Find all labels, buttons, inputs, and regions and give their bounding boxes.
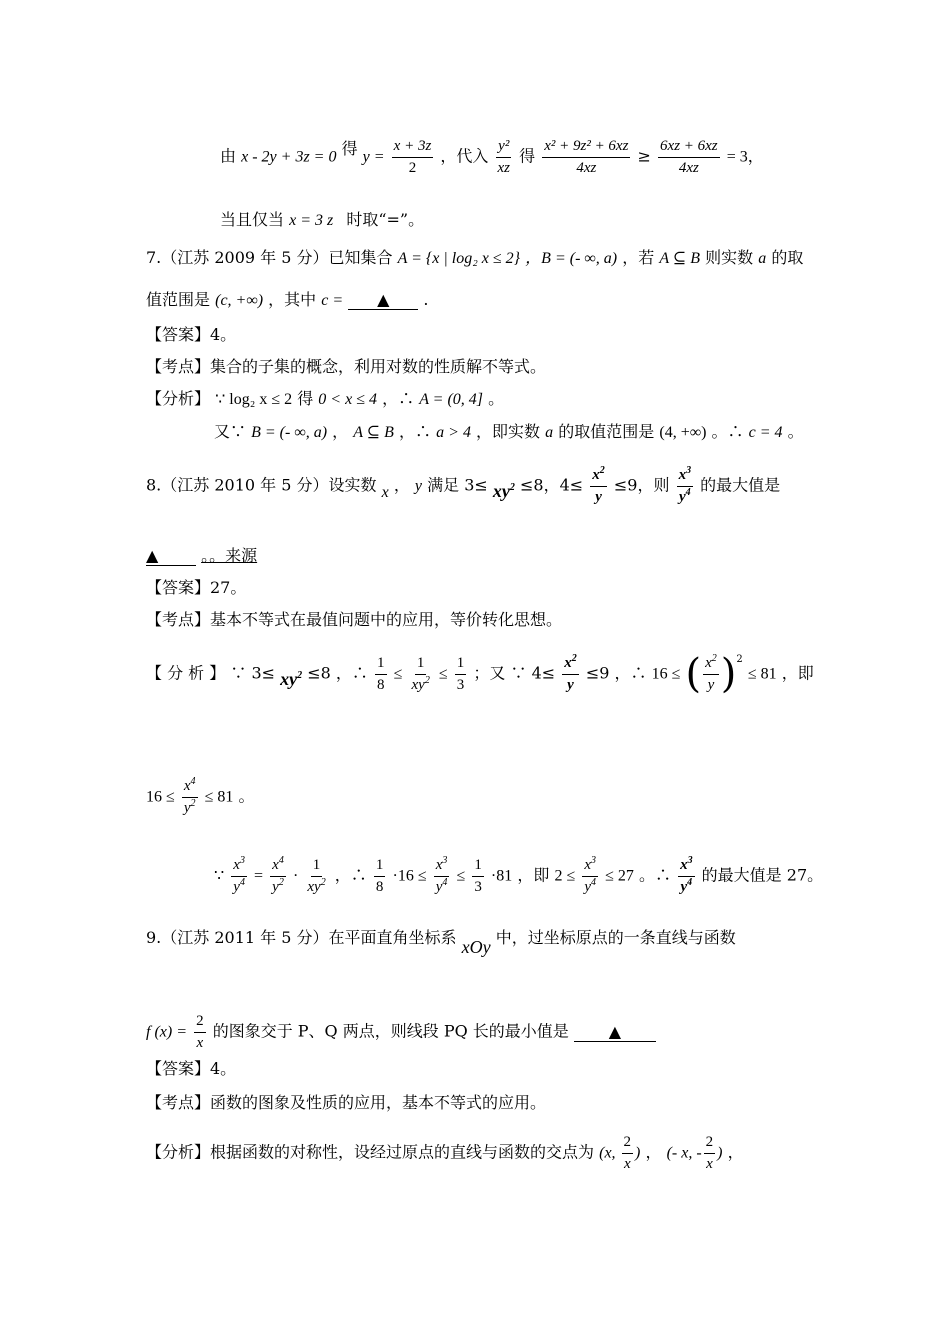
frac-y-num: x + 3z (392, 138, 434, 158)
text-you: 由 (220, 146, 237, 166)
q9-stem-line1: 9.（江苏 2011 年 5 分）在平面直角坐标系 xOy 中，过坐标原点的一条直线与函数 (146, 928, 736, 957)
set-b: ，B = (- ∞, a) (525, 250, 618, 267)
set-a: A = {x | log₂ x ≤ 2} (397, 250, 521, 267)
q8-stem-line2 (146, 546, 257, 566)
q8-analysis-line1: 【 分 析 】 ∵ $3\le xy^2 \le 8$ ，∴ $\frac{1}{8}$ ≤ $\frac{1}{xy^2}$ ≤ $\frac{1}{3}$ ；又 ∵ 4≤ $\frac{x^2}{y}$ ≤9 ，∴ 16 ≤ ( $\frac{x^2}{y}$ )$^2$ ≤ 81 ，即 (146, 651, 814, 697)
frac-expand: $\frac{\text{x² + 9z² + 6xz}}{4xz}$ (544, 138, 629, 176)
frac-bound: $\frac{6xz + 6xz}{4xz}$ (660, 138, 718, 176)
q7-kaodian: 【考点】集合的子集的概念，利用对数的性质解不等式。 (146, 357, 547, 376)
q8-analysis-line2: 16 ≤ $\frac{x^4}{y^2}$ ≤ 81 。 (146, 776, 255, 816)
q8-stem-line1: 8.（江苏 2010 年 5 分）设实数 x ， y 满足 $3\le xy^2 \le 8$，4≤ $\frac{x^2}{y}$ ≤9，则 $\frac{x^3}{y^4}$ 的最大值是 (146, 465, 781, 505)
q7-analysis-line1: 【分析】 ∵ log₂ x ≤ 2 得 0 < x ≤ 4 ，∴ A = (0, 4] 。 (146, 389, 505, 408)
frac-x2-y: $\frac{x^2}{y}$ (592, 465, 605, 505)
q7-answer: 【答案】4。 (146, 325, 237, 344)
q9-analysis-line1: 【分析】根据函数的对称性，设经过原点的直线与函数的交点为 (x, $\frac{2}{x}$ ) ， (- x, - $\frac{2}{x}$ ) ， (146, 1134, 744, 1172)
answer-blank: ▲ (146, 546, 196, 566)
frac-y2-xz: $\frac{\text{y²}}{xz}$ (497, 138, 510, 176)
line-solution-derivation: 由 x - 2y + 3z = 0 得 y = $\frac{x + 3z}{2}$ ，代入 $\frac{\text{y²}}{xz}$ 得 $\frac{\text{x² + 9z² + 6xz}}{4xz}$ ≥ $\frac{6xz + 6xz}{4xz}$ = 3， (220, 138, 764, 176)
source-link: 。。来源 (201, 546, 258, 565)
eq-y: y = (362, 148, 385, 166)
q9-stem-line2: f (x) = $\frac{2}{x}$ 的图象交于 P、Q 两点，则线段 PQ 长的最小值是 ▲ (146, 1013, 656, 1051)
frac-y (392, 138, 434, 176)
text-de: 得 (341, 138, 358, 158)
q8-kaodian: 【考点】基本不等式在最值问题中的应用，等价转化思想。 (146, 610, 563, 629)
answer-blank: ▲ (348, 290, 418, 310)
q9-answer: 【答案】4。 (146, 1059, 237, 1078)
q7-stem-line1: 7.（江苏 2009 年 5 分）已知集合 A = {x | log₂ x ≤ 2} ，B = (- ∞, a) ，若 A ⊆ B 则实数 a 的取 (146, 248, 804, 267)
q7-stem-line2: 值范围是 (c, +∞) ，其中 c = ▲ . (146, 290, 429, 309)
q8-answer: 【答案】27。 (146, 578, 247, 597)
q8-analysis-line3: ∵ $\frac{x^3}{y^4}$ = $\frac{x^4}{y^2}$ · $\frac{1}{xy^2}$ ，∴ $\frac{1}{8}$ ·16 ≤ $\frac{x^3}{y^4}$ ≤ $\frac{1}{3}$ ·81 ，即 2 ≤ $\frac{x^3}{y^4}$ ≤ 27 。∴ $\frac{x^3}{y^4}$ 的最大值是 27。 (214, 855, 824, 895)
expr-xy2: $xy^2$ (492, 480, 515, 501)
eq-constraint: x - 2y + 3z = 0 (241, 148, 337, 166)
answer-blank: ▲ (574, 1022, 656, 1042)
line-equality-condition: 当且仅当 x = 3 z 时取“=”。 (220, 210, 425, 229)
frac-y-den: 2 (408, 159, 417, 176)
q9-kaodian: 【考点】函数的图象及性质的应用，基本不等式的应用。 (146, 1093, 547, 1112)
q7-analysis-line2: 又∵ B = (- ∞, a) ， A ⊆ B ，∴ a > 4 ，即实数 a 的取值范围是 (4, +∞) 。∴ c = 4 。 (214, 422, 804, 441)
text-dairu: ，代入 (440, 146, 489, 166)
frac-x3-y4: $\frac{x^3}{y^4}$ (678, 465, 692, 505)
